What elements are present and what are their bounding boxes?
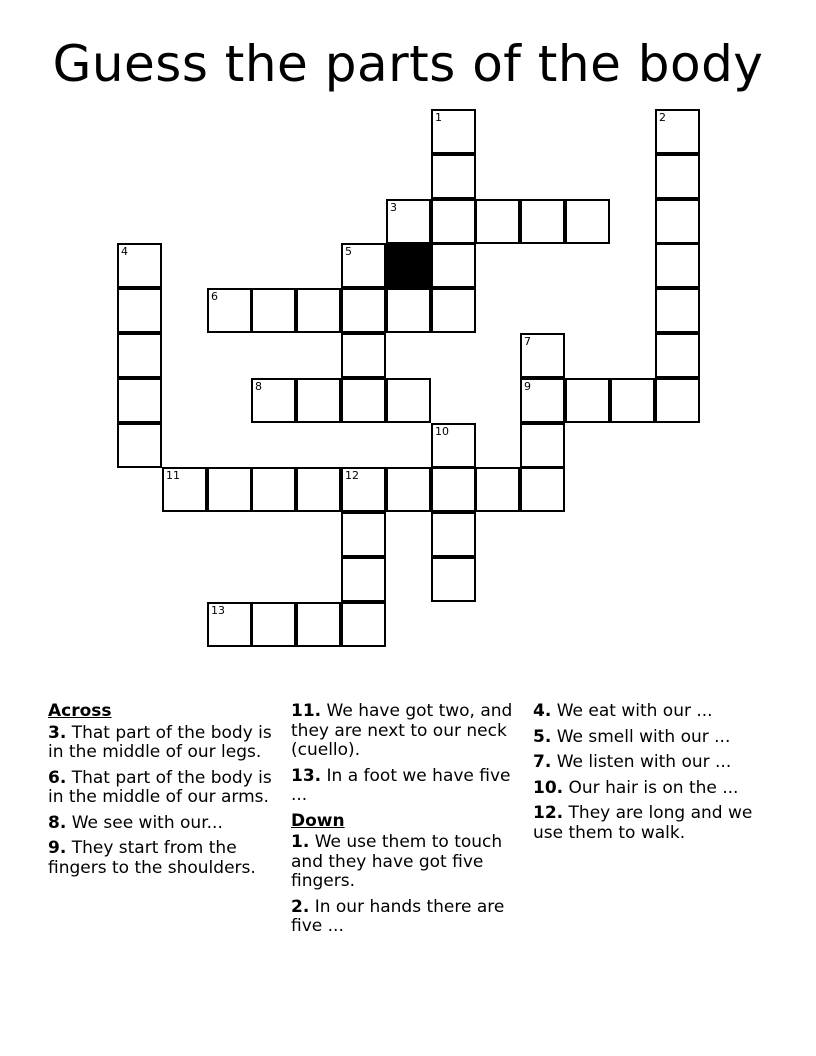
crossword-cell[interactable] xyxy=(655,109,700,154)
cell-number: 5 xyxy=(345,245,352,258)
clue-number: 5. xyxy=(533,726,552,747)
cell-number: 8 xyxy=(255,380,262,393)
crossword-cell[interactable] xyxy=(117,288,162,333)
crossword-cell[interactable] xyxy=(386,467,431,512)
crossword-cell[interactable] xyxy=(610,378,655,423)
crossword-cell[interactable] xyxy=(475,467,520,512)
crossword-cell[interactable] xyxy=(520,199,565,244)
crossword-cell[interactable] xyxy=(655,288,700,333)
cell-number: 3 xyxy=(390,201,397,214)
cell-number: 13 xyxy=(211,604,225,617)
crossword-cell[interactable] xyxy=(386,378,431,423)
crossword-cell[interactable] xyxy=(655,199,700,244)
clue-number: 7. xyxy=(533,752,552,772)
crossword-cell[interactable] xyxy=(655,154,700,199)
crossword-cell[interactable] xyxy=(251,288,296,333)
clue-down-12 xyxy=(533,804,758,843)
cell-number: 9 xyxy=(524,380,531,393)
crossword-cell[interactable] xyxy=(475,199,520,244)
clue-across-3 xyxy=(48,724,273,763)
crossword-cell[interactable] xyxy=(565,378,610,423)
clue-number: 9. xyxy=(48,838,67,858)
crossword-cell[interactable] xyxy=(341,333,386,378)
crossword-cell[interactable] xyxy=(117,333,162,378)
crossword-cell[interactable] xyxy=(431,512,476,557)
clue-down-1 xyxy=(291,833,519,892)
crossword-cell[interactable] xyxy=(117,243,162,288)
crossword-cell[interactable] xyxy=(207,467,252,512)
crossword-cell[interactable] xyxy=(520,467,565,512)
clue-text: In a foot we have five ... xyxy=(291,765,511,805)
clue-across-8 xyxy=(48,814,273,834)
down-heading: Down xyxy=(291,810,345,831)
crossword-cell[interactable] xyxy=(296,378,341,423)
crossword-cell[interactable] xyxy=(117,378,162,423)
crossword-cell[interactable] xyxy=(431,467,476,512)
crossword-cell[interactable] xyxy=(431,557,476,602)
crossword-cell[interactable] xyxy=(251,602,296,647)
clue-down-2 xyxy=(291,898,519,937)
crossword-cell[interactable] xyxy=(341,602,386,647)
clue-text: That part of the body is in the middle of our arms. xyxy=(48,767,272,807)
across-heading: Across xyxy=(48,701,112,721)
clues-column-1 xyxy=(48,702,273,884)
clues-column-3 xyxy=(533,702,758,849)
crossword-cell[interactable] xyxy=(655,378,700,423)
clue-text: We use them to touch and they have got five fingers. xyxy=(291,832,503,891)
clue-text: They are long and we use them to walk. xyxy=(533,803,753,843)
cell-number: 4 xyxy=(121,245,128,258)
crossword-cell[interactable] xyxy=(565,199,610,244)
crossword-cell[interactable] xyxy=(207,602,252,647)
clue-down-7 xyxy=(533,753,758,773)
crossword-cell[interactable] xyxy=(431,423,476,468)
cell-number: 11 xyxy=(166,469,180,482)
crossword-cell[interactable] xyxy=(341,557,386,602)
crossword-cell[interactable] xyxy=(341,467,386,512)
clue-text: We see with our... xyxy=(71,812,223,833)
crossword-cell[interactable] xyxy=(162,467,207,512)
clue-number: 8. xyxy=(48,812,67,833)
crossword-cell[interactable] xyxy=(341,243,386,288)
crossword-cell[interactable] xyxy=(207,288,252,333)
crossword-cell[interactable] xyxy=(520,333,565,378)
clue-number: 4. xyxy=(533,701,552,721)
clue-number: 10. xyxy=(533,777,564,798)
crossword-cell[interactable] xyxy=(431,243,476,288)
clue-number: 1. xyxy=(291,832,310,852)
clue-number: 6. xyxy=(48,767,67,788)
crossword-cell[interactable] xyxy=(386,199,431,244)
crossword-cell[interactable] xyxy=(341,288,386,333)
clue-number: 13. xyxy=(291,765,322,786)
crossword-cell[interactable] xyxy=(296,602,341,647)
clue-text: We smell with our ... xyxy=(556,726,731,747)
page-title: Guess the parts of the body xyxy=(52,35,764,93)
crossword-cell[interactable] xyxy=(296,288,341,333)
clue-text: They start from the fingers to the shoulders. xyxy=(48,838,256,878)
black-cell xyxy=(386,243,431,288)
clue-text: We eat with our ... xyxy=(556,701,713,721)
crossword-cell[interactable] xyxy=(655,333,700,378)
cell-number: 12 xyxy=(345,469,359,482)
crossword-cell[interactable] xyxy=(386,288,431,333)
crossword-cell[interactable] xyxy=(296,467,341,512)
crossword-cell[interactable] xyxy=(431,199,476,244)
clue-text: We have got two, and they are next to our neck (cuello). xyxy=(291,701,513,760)
clue-across-13 xyxy=(291,767,519,806)
crossword-cell[interactable] xyxy=(431,109,476,154)
clue-across-6 xyxy=(48,769,273,808)
clue-across-11 xyxy=(291,702,519,761)
cell-number: 1 xyxy=(435,111,442,124)
clue-number: 2. xyxy=(291,896,310,917)
clue-text: Our hair is on the ... xyxy=(568,777,739,798)
clue-number: 11. xyxy=(291,701,322,721)
clue-number: 3. xyxy=(48,722,67,743)
crossword-cell[interactable] xyxy=(655,243,700,288)
clue-down-5 xyxy=(533,728,758,748)
clue-down-10 xyxy=(533,779,758,799)
crossword-cell[interactable] xyxy=(251,378,296,423)
crossword-cell[interactable] xyxy=(520,423,565,468)
clue-number: 12. xyxy=(533,803,564,823)
crossword-cell[interactable] xyxy=(431,288,476,333)
cell-number: 10 xyxy=(435,425,449,438)
crossword-cell[interactable] xyxy=(431,154,476,199)
cell-number: 7 xyxy=(524,335,531,348)
clue-across-9 xyxy=(48,839,273,878)
crossword-cell[interactable] xyxy=(341,378,386,423)
crossword-cell[interactable] xyxy=(341,512,386,557)
cell-number: 6 xyxy=(211,290,218,303)
crossword-cell[interactable] xyxy=(520,378,565,423)
clue-text: That part of the body is in the middle of our legs. xyxy=(48,722,272,762)
crossword-cell[interactable] xyxy=(117,423,162,468)
clue-down-4 xyxy=(533,702,758,722)
clues-column-2 xyxy=(291,702,519,943)
crossword-cell[interactable] xyxy=(251,467,296,512)
clue-text: We listen with our ... xyxy=(556,752,732,772)
clue-text: In our hands there are five ... xyxy=(291,896,505,936)
cell-number: 2 xyxy=(659,111,666,124)
